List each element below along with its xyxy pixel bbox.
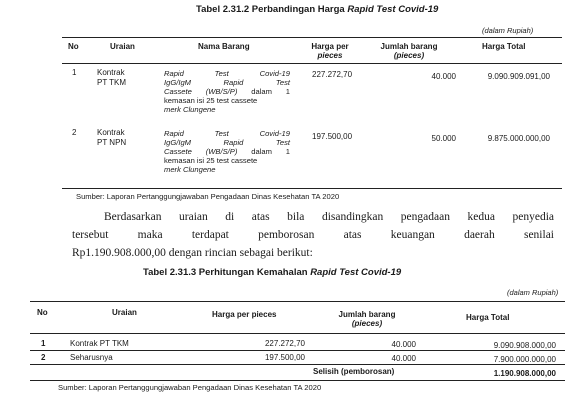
table1-header-harga bbox=[300, 42, 360, 60]
table1-row2-item-line4: kemasan isi 25 test cassete bbox=[164, 156, 258, 165]
table2-header-jumlah-line2: (pieces) bbox=[351, 319, 383, 328]
table1-title bbox=[196, 5, 438, 16]
table2-title-prefix: Tabel 2.31.3 Perhitungan Kemahalan bbox=[143, 267, 311, 278]
table2-row1-uraian: Kontrak PT TKM bbox=[70, 339, 129, 348]
table1-header-total: Harga Total bbox=[482, 42, 526, 51]
table1-header-jumlah-line1: Jumlah barang bbox=[380, 42, 438, 51]
table1-row2-item bbox=[164, 129, 290, 174]
table1-row1-item-line2: IgG/IgM Rapid Test bbox=[164, 78, 290, 87]
table1-top-rule bbox=[62, 37, 562, 38]
table1-bottom-rule bbox=[62, 188, 562, 189]
table1-row2-item-line3 bbox=[164, 147, 290, 156]
table2-header-rule bbox=[30, 333, 565, 334]
table1-row2-uraian-line1: Kontrak bbox=[97, 128, 125, 137]
table1-row2-total: 9.875.000.000,00 bbox=[487, 134, 550, 143]
table1-row1-uraian-line2: PT TKM bbox=[97, 78, 127, 87]
table1-row1-item-line3 bbox=[164, 87, 290, 96]
table2-row1-no: 1 bbox=[41, 339, 46, 348]
table1-row1-item-line3a: Cassete (WB/S/P) bbox=[164, 87, 238, 96]
paragraph-line3: Rp1.190.908.000,00 dengan rincian sebagai berikut: bbox=[72, 247, 313, 259]
table2-title-italic: Rapid Test Covid-19 bbox=[310, 267, 402, 278]
table1-row2-no: 2 bbox=[72, 128, 77, 137]
table1-row2-item-line3a: Cassete (WB/S/P) bbox=[164, 147, 238, 156]
paragraph-line2: tersebut maka terdapat pemborosan atas keuangan daerah senilai bbox=[72, 229, 554, 241]
table1-header-rule bbox=[62, 63, 562, 64]
table1-header-uraian: Uraian bbox=[110, 42, 135, 51]
table2-row2-uraian: Seharusnya bbox=[70, 353, 113, 362]
table1-row2-item-line1: Rapid Test Covid-19 bbox=[164, 129, 290, 138]
table1-source: Sumber: Laporan Pertanggungjawaban Pengadaan Dinas Kesehatan TA 2020 bbox=[76, 192, 340, 201]
table1-unit-note: (dalam Rupiah) bbox=[482, 26, 534, 35]
table1-row1-item-line3b: dalam 1 bbox=[251, 87, 290, 96]
table1-header-no: No bbox=[68, 42, 79, 51]
table2-row1-rule bbox=[30, 350, 565, 351]
paragraph-line1: Berdasarkan uraian di atas bila disandingkan pengadaan kedua penyedia bbox=[104, 211, 554, 223]
table1-row2-harga: 197.500,00 bbox=[312, 132, 353, 141]
table1-row1-item-line1: Rapid Test Covid-19 bbox=[164, 69, 290, 78]
table1-row2-jumlah: 50.000 bbox=[431, 134, 456, 143]
table2-header-no: No bbox=[37, 308, 48, 317]
table1-row2-uraian bbox=[97, 128, 126, 148]
table2-row2-total: 7.900.000.000,00 bbox=[493, 355, 556, 364]
table2-header-jumlah-line1: Jumlah barang bbox=[338, 310, 396, 319]
table1-row1-item-line5: merk Clungene bbox=[164, 105, 216, 114]
table1-header-harga-line1: Harga per bbox=[311, 42, 349, 51]
table2-row2-harga: 197.500,00 bbox=[264, 353, 305, 362]
table2-bottom-rule bbox=[30, 380, 565, 381]
table1-row2-item-line3b: dalam 1 bbox=[251, 147, 290, 156]
table2-row1-total: 9.090.908.000,00 bbox=[493, 341, 556, 350]
table2-row2-rule bbox=[30, 364, 565, 365]
table2-selisih-value: 1.190.908.000,00 bbox=[493, 369, 556, 378]
table1-title-prefix: Tabel 2.31.2 Perbandingan Harga bbox=[196, 4, 348, 15]
table1-header-harga-line2: pieces bbox=[317, 51, 343, 60]
table1-row1-uraian bbox=[97, 68, 126, 88]
table2-row2-no: 2 bbox=[41, 353, 46, 362]
table1-header-jumlah bbox=[368, 42, 450, 60]
table2-header-jumlah bbox=[322, 310, 412, 328]
table1-row1-jumlah: 40.000 bbox=[431, 72, 456, 81]
table1-row1-uraian-line1: Kontrak bbox=[97, 68, 125, 77]
table2-top-rule bbox=[30, 301, 565, 302]
table2-row1-harga: 227.272,70 bbox=[264, 339, 305, 348]
table1-row1-no: 1 bbox=[72, 68, 77, 77]
table2-header-uraian: Uraian bbox=[112, 308, 137, 317]
table1-row1-total: 9.090.909.091,00 bbox=[487, 72, 550, 81]
table1-header-jumlah-line2: (pieces) bbox=[393, 51, 425, 60]
table1-row2-uraian-line2: PT NPN bbox=[97, 138, 127, 147]
table1-title-italic: Rapid Test Covid-19 bbox=[347, 4, 439, 15]
table1-row2-item-line5: merk Clungene bbox=[164, 165, 216, 174]
table2-row2-jumlah: 40.000 bbox=[391, 354, 416, 363]
table2-source: Sumber: Laporan Pertanggungjawaban Pengadaan Dinas Kesehatan TA 2020 bbox=[58, 383, 322, 392]
table1-header-nama-barang: Nama Barang bbox=[198, 42, 250, 51]
table1-row1-item bbox=[164, 69, 290, 114]
table2-title bbox=[143, 268, 401, 279]
table2-selisih-label: Selisih (pemborosan) bbox=[313, 367, 395, 376]
table1-row2-item-line2: IgG/IgM Rapid Test bbox=[164, 138, 290, 147]
table1-row1-harga: 227.272,70 bbox=[312, 70, 353, 79]
table2-row1-jumlah: 40.000 bbox=[391, 340, 416, 349]
table2-unit-note: (dalam Rupiah) bbox=[507, 288, 559, 297]
table1-row1-item-line4: kemasan isi 25 test cassete bbox=[164, 96, 258, 105]
table2-header-harga: Harga per pieces bbox=[212, 310, 277, 319]
table2-header-total: Harga Total bbox=[466, 313, 510, 322]
